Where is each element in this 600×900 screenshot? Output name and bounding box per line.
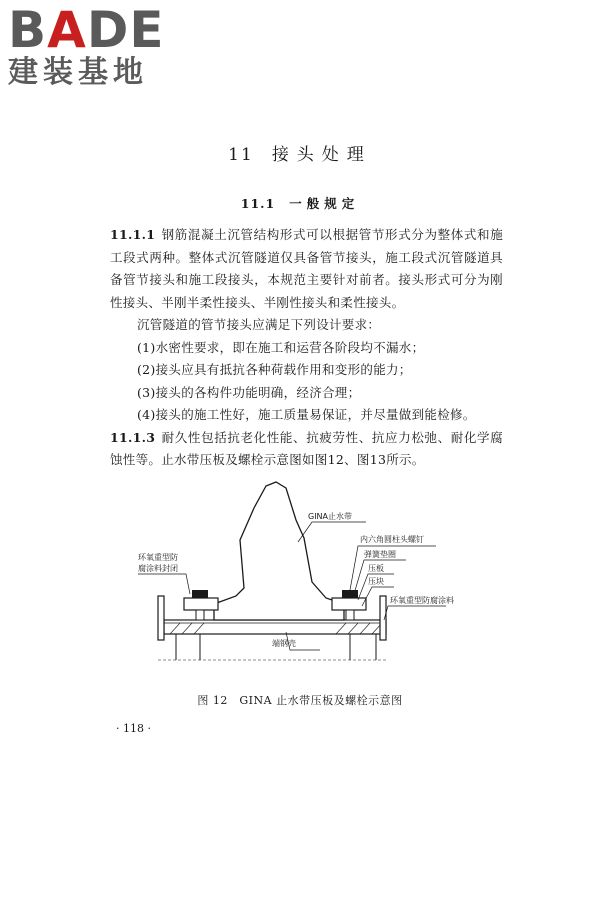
label-coating: 环氧重型防腐涂料 xyxy=(390,596,454,605)
right-flange xyxy=(380,596,386,640)
label-shell: 端钢壳 xyxy=(272,639,296,648)
gina-seal-profile xyxy=(214,482,344,620)
logo-letters-prefix: B xyxy=(8,1,48,59)
label-block: 压块 xyxy=(368,577,384,586)
logo-wordmark xyxy=(8,1,178,59)
gina-seal-diagram xyxy=(136,480,456,680)
left-clamp-plate xyxy=(184,598,218,610)
chapter-title xyxy=(0,140,600,165)
label-bolt: 内六角圆柱头螺钉 xyxy=(360,535,424,544)
requirements-intro: 沉管隧道的管节接头应满足下列设计要求： xyxy=(137,317,381,332)
chapter-name: 接头处理 xyxy=(271,145,372,165)
requirement-item: (4)接头的施工性好，施工质量易保证，并尽量做到能检修。 xyxy=(137,407,476,422)
base-plate xyxy=(164,620,386,634)
requirement-item: (1)水密性要求，即在施工和运营各阶段均不漏水； xyxy=(137,339,425,355)
logo-letters-suffix: DE xyxy=(86,1,165,59)
publisher-logo xyxy=(8,1,178,90)
left-flange xyxy=(158,596,164,640)
label-seal-line2: 腐涂料封闭 xyxy=(138,564,178,573)
figure-caption: 图 12 GINA 止水带压板及螺栓示意图 xyxy=(197,694,403,707)
requirement-item: (2)接头应具有抵抗各种荷载作用和变形的能力； xyxy=(137,362,412,377)
logo-subtitle: 建装基地 xyxy=(8,55,148,90)
clause-number: 11.1.1 xyxy=(110,227,156,242)
right-clamp-plate xyxy=(332,598,366,610)
clause-number: 11.1.3 xyxy=(110,429,156,445)
left-bolt-head xyxy=(192,590,208,598)
label-seal-line1: 环氧重型防 xyxy=(138,553,178,562)
section-name: 一般规定 xyxy=(289,196,360,211)
label-plate: 压板 xyxy=(368,564,384,573)
logo-letter-accent: A xyxy=(47,1,87,59)
right-bolt-head xyxy=(342,590,358,598)
body-text xyxy=(110,224,503,472)
left-bolt-shank xyxy=(196,610,204,620)
section-number: 11.1 xyxy=(240,196,276,211)
requirement-item: (3)接头的各构件功能明确，经济合理； xyxy=(137,384,361,400)
chapter-number: 11 xyxy=(228,145,254,165)
clause-text: 耐久性包括抗老化性能、抗疲劳性、抗应力松弛、耐化学腐蚀性等。止水带压板及螺栓示意图如图12、图13所示。 xyxy=(110,429,503,467)
clause-11-1-3 xyxy=(110,427,503,472)
section-title xyxy=(0,194,600,212)
page-number: · 118 · xyxy=(116,722,151,735)
clause-text: 钢筋混凝土沉管结构形式可以根据管节形式分为整体式和施工段式两种。整体式沉管隧道仅具备管节接头，施工段式沉管隧道具备管节接头和施工段接头，本规范主要针对前者。接头形式可分为刚性接头、半刚半柔性接头、半刚性接头和柔性接头。 xyxy=(110,227,503,310)
label-gina: GINA止水带 xyxy=(308,512,353,521)
clause-11-1-1 xyxy=(110,224,503,314)
right-bolt-shank xyxy=(346,610,354,620)
label-washer: 弹簧垫圈 xyxy=(364,550,396,559)
gina-seal-figure xyxy=(136,480,456,680)
